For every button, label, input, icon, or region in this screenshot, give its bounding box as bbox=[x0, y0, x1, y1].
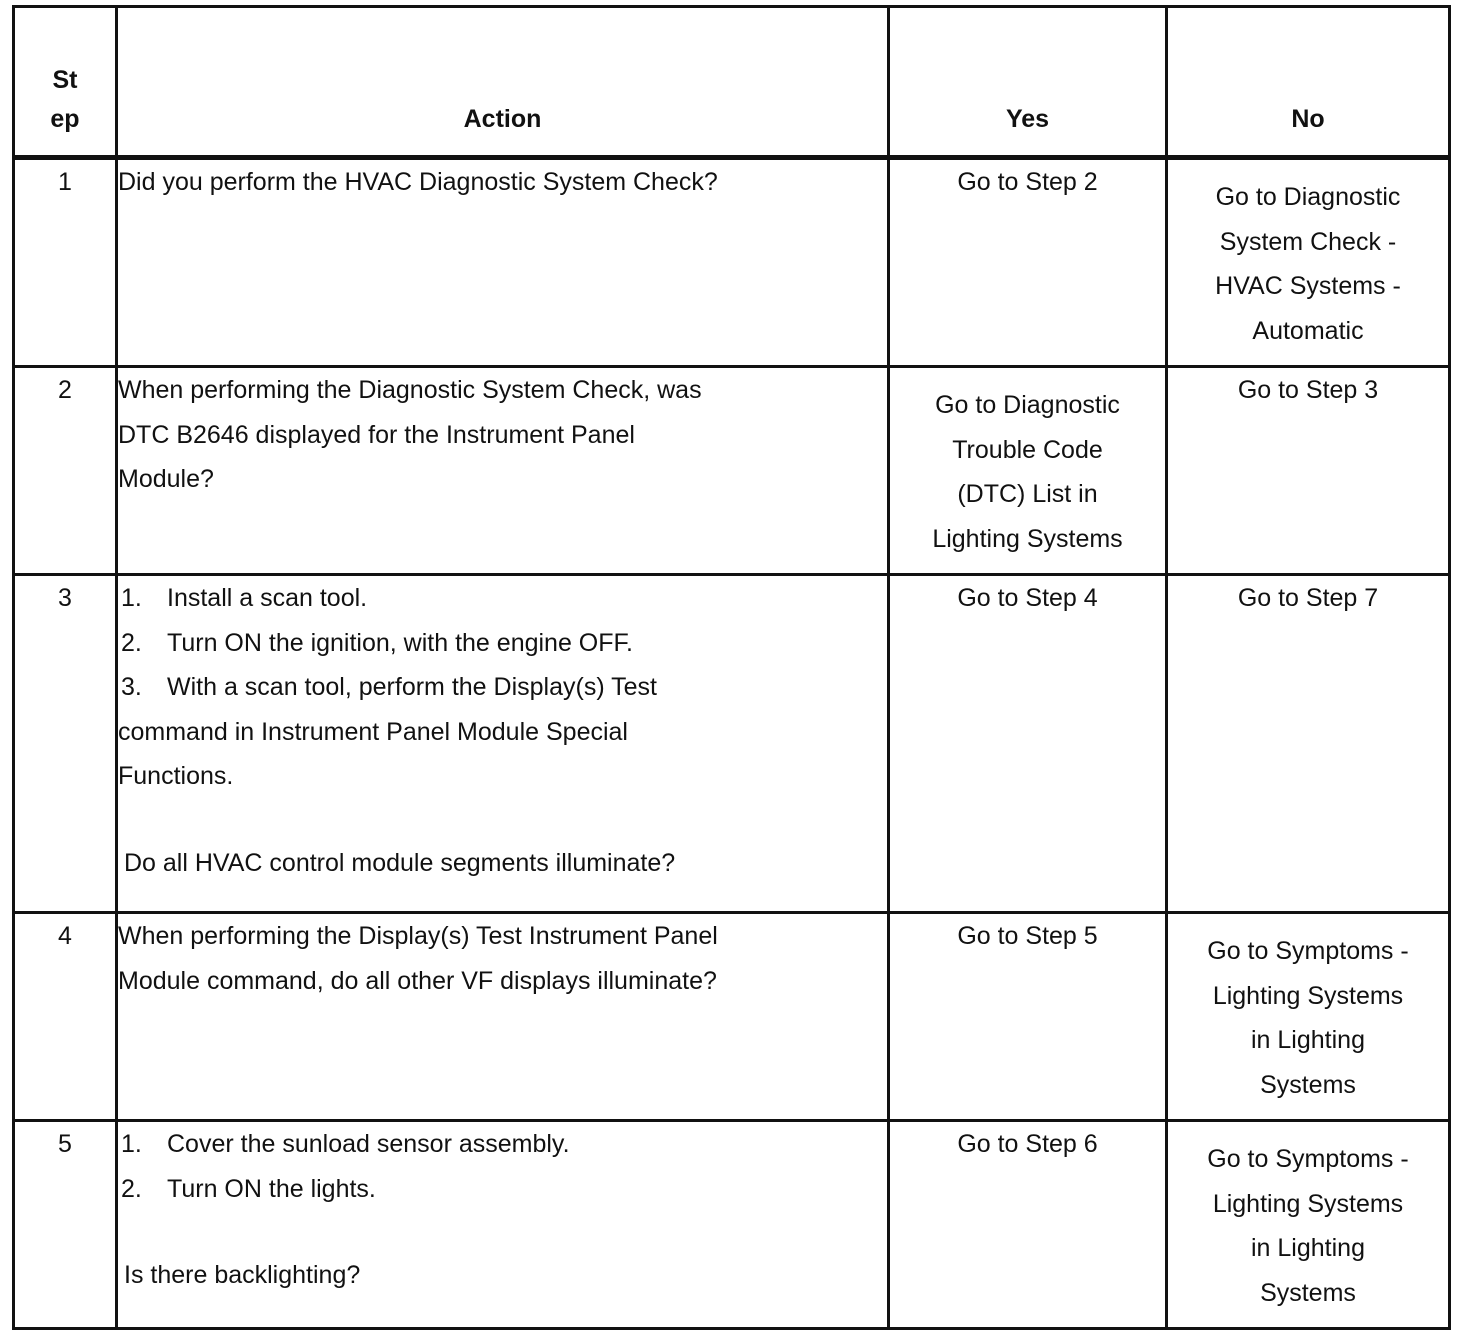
step-number: 4 bbox=[14, 913, 117, 1121]
step-number: 5 bbox=[14, 1121, 117, 1329]
list-item: 3. With a scan tool, perform the Display(s) Test bbox=[121, 673, 657, 701]
yes-cell: Go to Step 5 bbox=[889, 913, 1167, 1121]
list-item: 1. Install a scan tool. bbox=[121, 584, 368, 612]
question-text: Is there backlighting? bbox=[124, 1261, 361, 1289]
yes-cell: Go to Step 6 bbox=[889, 1121, 1167, 1329]
table-row bbox=[14, 367, 1450, 575]
yes-cell: Go to Step 4 bbox=[889, 575, 1167, 913]
no-cell: Go to Symptoms - Lighting Systems in Lighting Systems bbox=[1167, 1121, 1450, 1329]
action-cell: When performing the Display(s) Test Instrument Panel Module command, do all other VF displays illuminate? bbox=[117, 913, 889, 1121]
list-item: 1. Cover the sunload sensor assembly. bbox=[121, 1130, 570, 1158]
table-header-row bbox=[14, 7, 1450, 158]
step-number: 2 bbox=[14, 367, 117, 575]
action-cell bbox=[117, 1121, 889, 1329]
header-step: St ep bbox=[14, 7, 117, 158]
no-cell: Go to Diagnostic System Check - HVAC Systems - Automatic bbox=[1167, 158, 1450, 367]
table-row bbox=[14, 575, 1450, 913]
header-yes: Yes bbox=[889, 7, 1167, 158]
table-row bbox=[14, 158, 1450, 367]
table-row bbox=[14, 1121, 1450, 1329]
step-number: 3 bbox=[14, 575, 117, 913]
action-cell: Did you perform the HVAC Diagnostic System Check? bbox=[117, 158, 889, 367]
no-cell: Go to Step 3 bbox=[1167, 367, 1450, 575]
no-cell: Go to Step 7 bbox=[1167, 575, 1450, 913]
header-no: No bbox=[1167, 7, 1450, 158]
yes-cell: Go to Diagnostic Trouble Code (DTC) List in Lighting Systems bbox=[889, 367, 1167, 575]
diagnostic-table bbox=[12, 5, 1451, 1330]
header-action: Action bbox=[117, 7, 889, 158]
question-text: Do all HVAC control module segments illuminate? bbox=[124, 848, 676, 877]
table-row bbox=[14, 913, 1450, 1121]
action-cell: 1. Install a scan tool. 2. Turn ON the ignition, with the engine OFF. 3. With a scan tool, perform the Display(s) Test command in Instrument Panel Module Special Functions. Do all HVAC control module segments illuminate? bbox=[117, 575, 889, 913]
step-number: 1 bbox=[14, 158, 117, 367]
list-item: 2. Turn ON the ignition, with the engine OFF. bbox=[121, 628, 633, 657]
no-cell: Go to Symptoms - Lighting Systems in Lighting Systems bbox=[1167, 913, 1450, 1121]
action-cell: When performing the Diagnostic System Check, was DTC B2646 displayed for the Instrument Panel Module? bbox=[117, 367, 889, 575]
list-item: 2. Turn ON the lights. bbox=[121, 1174, 376, 1203]
yes-cell: Go to Step 2 bbox=[889, 158, 1167, 367]
